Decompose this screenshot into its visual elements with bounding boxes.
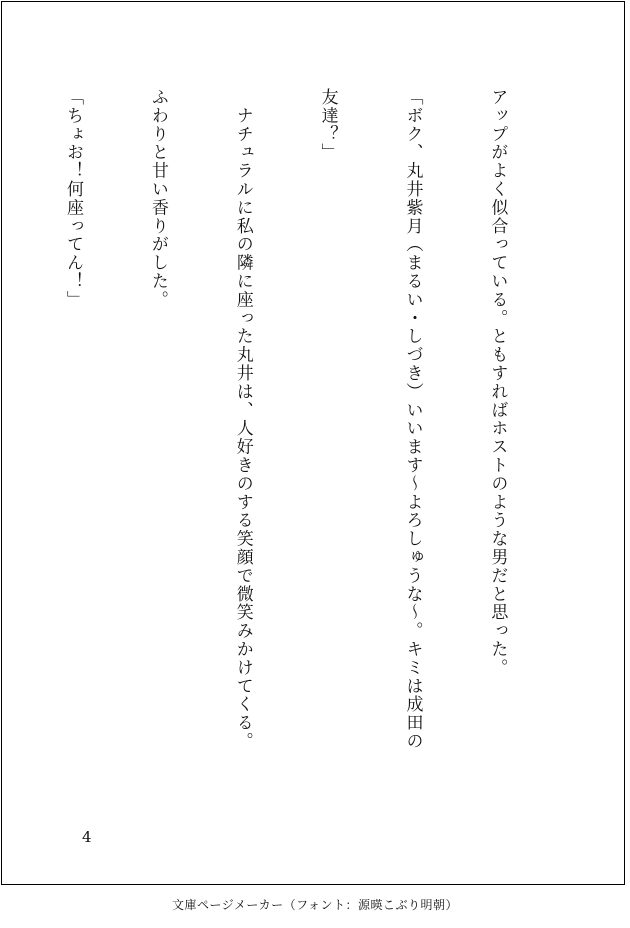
text-column: 「ちょお！何座ってん！」 (62, 88, 83, 309)
vertical-text-body (0, 88, 568, 808)
text-column: ナチュラルに私の隣に座った丸井は、人好きのする笑顔で微笑みかけてくる。 (232, 88, 253, 751)
text-column: アップがよく似合っている。ともすればホストのような男だと思った。 (487, 88, 508, 677)
page-number: 4 (82, 828, 92, 846)
footer-caption: 文庫ページメーカー（フォント：源暎こぶり明朝） (171, 898, 459, 912)
text-column (0, 88, 2, 808)
text-column: 友達？」 (317, 88, 338, 162)
page-frame (1, 1, 625, 885)
text-column: ふわりと甘い香りがした。 (147, 88, 168, 309)
text-column: 「ボク、丸井紫月（まるい・しづき）いいます～よろしゅうな～。キミは成田の (402, 88, 423, 751)
